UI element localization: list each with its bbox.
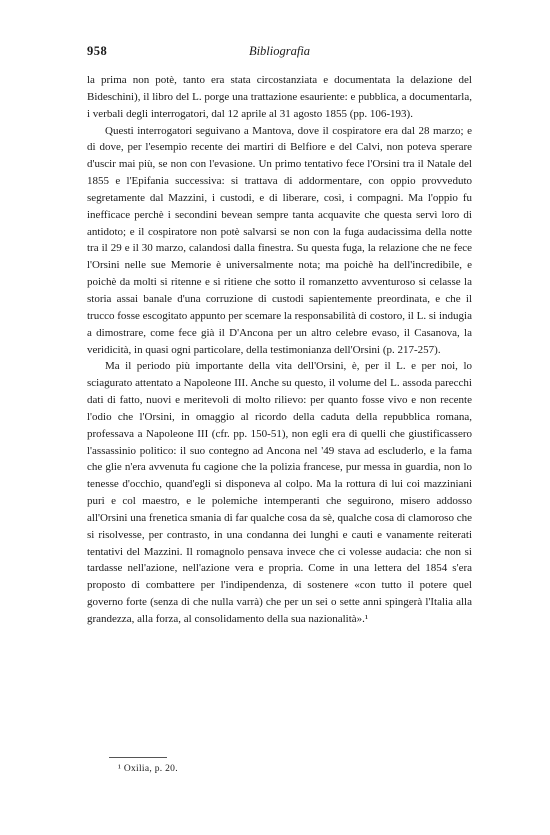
footnote: ¹ Oxilia, p. 20. — [118, 764, 178, 774]
page-number: 958 — [87, 44, 108, 58]
paragraph-2: Questi interrogatori seguivano a Mantova, dove il cospiratore era dal 28 marzo; e di dove, per l'esempio recente dei martiri di Belfiore e del Calvi, non poteva sperare d'uscir mai più, se non con l'evasione. Un primo tentativo fece l'Orsini tra il Natale del 1855 e l'Epifania successiva: si trattava di addormentare, con oppio provveduto segretamente dal Mazzini, i custodi, e di liberare, così, i compagni. Ma l'oppio fu inefficace perchè i secondini bevean sempre tanta acquavite che questa servì loro di antidoto; e il cospiratore non potè salvarsi se non con la fuga audacissima della notte tra il 29 e il 30 marzo, calandosi dalla finestra. Su questa fuga, la relazione che ne fece l'Orsini nelle sue Memorie è universalmente nota; ma poichè ha dell'incredibile, e poichè da molti si ritenne e si ritiene che sotto il romanzetto avventuroso si celasse la storia assai banale d'una corruzione di custodi sapientemente preordinata, e che il trucco fosse escogitato appunto per scemare la responsabilità di costoro, il L. si indugia a dimostrare, come fece già il D'Ancona per un altro celebre evaso, il Casanova, la veridicità, in quasi ogni particolare, della testimonianza dell'Orsini (p. 217-257). — [87, 124, 472, 356]
running-head: Bibliografia — [248, 44, 311, 58]
body-text — [87, 72, 472, 628]
footnote-rule — [109, 757, 167, 758]
paragraph-1: la prima non potè, tanto era stata circostanziata e documentata la delazione del Bideschini), il libro del L. porge una trattazione esauriente: e pubblica, a documentarla, i verbali degli interrogatori, dal 12 aprile al 31 agosto 1855 (pp. 106-193). — [87, 74, 472, 120]
paragraph-3: Ma il periodo più importante della vita dell'Orsini, è, per il L. e per noi, lo sciagurato attentato a Napoleone III. Anche su questo, il volume del L. assoda parecchi dati di fatto, nuovi e meritevoli di molto rilievo: per quanto fosse vivo e non recente l'odio che l'Orsini, in omaggio al ricordo della caduta della repubblica romana, professava a Napoleone III (cfr. pp. 150-51), non egli era di quelli che giustificassero l'assassinio politico: il suo contegno ad Ancona nel '49 stava ad escluderlo, e la fama che glie n'era avvenuta fu cagione che la polizia francese, pur messa in guardia, non lo tenesse d'occhio, quand'egli si disponeva al colpo. Ma la rottura di lui coi mazziniani puri e col maestro, e le polemiche intemperanti che seguirono, misero addosso all'Orsini una frenetica smania di far qualche cosa da sè, qualche cosa di clamoroso che si risolvesse, per contrasto, in una condanna dei lunghi e cauti e vanamente reiterati tentativi del Mazzini. Il romagnolo pensava invece che ci volesse audacia: che non si tardasse nell'azione, nell'azione vera e propria. Come in una lettera del 1854 s'era proposto di combattere per l'indipendenza, di sostenere «con tutto il potere quel governo forte (senza di che nulla varrà) che per un sei o sette anni spingerà l'Italia alla grandezza, alla forza, al consolidamento della sua nazionalità».¹ — [87, 360, 472, 625]
page-header — [87, 44, 472, 62]
